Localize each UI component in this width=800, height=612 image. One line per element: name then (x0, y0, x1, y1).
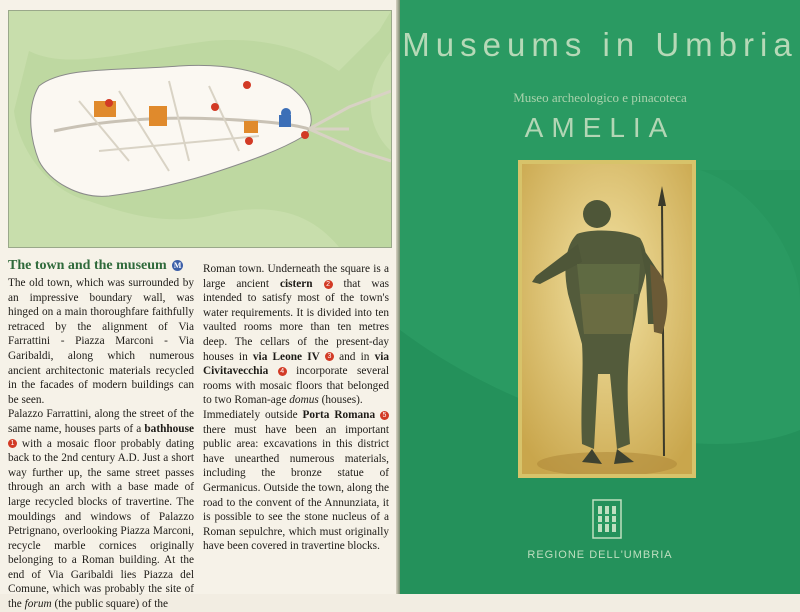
statue-photo (522, 164, 692, 474)
section-title (8, 258, 183, 274)
marker-1-icon: 1 (8, 439, 17, 448)
marker-5-icon: 5 (380, 411, 389, 420)
cover-page (400, 0, 800, 594)
cover-city: AMELIA (524, 112, 676, 143)
town-map (8, 10, 392, 248)
paragraph: Roman town. Underneath the square is a large ancient cistern 2 that was intended to satisfy most of the town's water requirements. It is divided into ten vaulted rooms more than ten metres deep. The cellars of the present-day houses in via Leone IV 3 and in via Civitavecchia 4 incorporate several rooms with mosaic floors that belonged to two Roman-age domus (houses). (203, 263, 390, 407)
museum-marker-icon: M (173, 261, 182, 271)
cover-title: Museums in Umbria (402, 26, 798, 63)
publisher-name: REGIONE DELL'UMBRIA (527, 549, 673, 561)
text-column-2 (203, 262, 389, 554)
paragraph: Immediately outside Porta Romana 5 there must have been an important public area: excavations in this district have unearthed numerous materials, including the bronze statue of Germanicus. Outside the town, along the road to the convent of the Annunziata, it is possible to see the stone nucleus of a Roman sepulchre, which must originally have been covered in travertine blocks. (203, 408, 389, 553)
regione-umbria-logo-icon (591, 498, 623, 540)
marker-4-icon: 4 (278, 367, 287, 376)
cover-subtitle: Museo archeologico e pinacoteca (513, 90, 687, 105)
marker-2-icon: 2 (324, 280, 333, 289)
text-column-1 (8, 276, 194, 612)
section-title-text: The town and the museum (8, 258, 167, 273)
marker-3-icon: 3 (325, 352, 334, 361)
paragraph: Palazzo Farrattini, along the street of the same name, houses parts of a bathhouse 1 with a mosaic floor probably dating back to the 2nd century A.D. Just a short way further up, the same street passes through an arch with a base made of large recycled blocks of travertine. The mouldings and windows of Palazzo Petrignano, overlooking Piazza Marconi, recycle marble cornices originally belonging to a Roman building. At the end of Via Garibaldi lies Piazza del Comune, which was probably the site of the forum (the public square) of the (8, 408, 194, 611)
paragraph: The old town, which was surrounded by an impressive boundary wall, was hinged on a main thoroughfare faithfully retraced by the alignment of Via Farrattini - Piazza Marconi - Via Garibaldi, along which numerous ancient architectonic materials recycled in the facades of modern buildings can be seen. (8, 277, 194, 406)
left-page (0, 0, 398, 611)
